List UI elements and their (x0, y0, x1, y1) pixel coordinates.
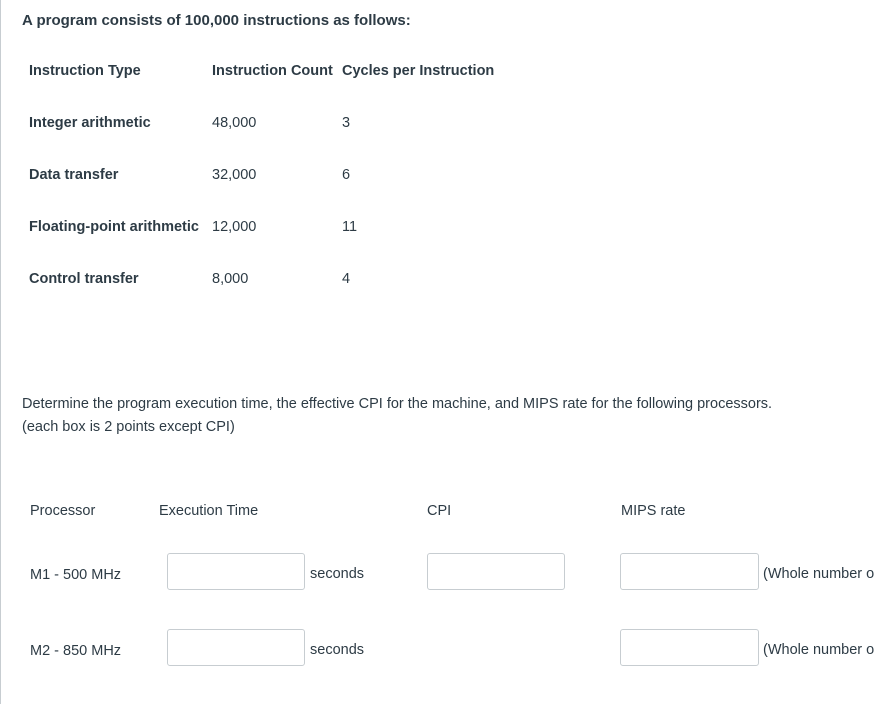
cpi-cell: 4 (342, 271, 351, 287)
instruction-type-cell: Control transfer (29, 271, 139, 287)
instruction-type-cell: Data transfer (29, 167, 119, 183)
instruction-type-cell: Integer arithmetic (29, 115, 151, 131)
whole-number-note: (Whole number o (763, 566, 875, 582)
seconds-unit-label: seconds (310, 566, 365, 582)
question-line-2: (each box is 2 points except CPI) (22, 419, 235, 435)
instruction-type-cell: Floating-point arithmetic (29, 219, 199, 235)
header-instruction-count: Instruction Count (212, 63, 333, 79)
m1-mips-rate-input[interactable] (620, 553, 759, 590)
header-cpi: CPI (427, 503, 452, 519)
question-text (22, 393, 872, 439)
m2-execution-time-input[interactable] (167, 629, 305, 666)
question-line-1: Determine the program execution time, the effective CPI for the machine, and MIPS rate for the following processors. (22, 396, 773, 412)
m2-mips-rate-input[interactable] (620, 629, 759, 666)
header-execution-time: Execution Time (159, 503, 259, 519)
processor-label: M2 - 850 MHz (30, 643, 122, 659)
intro-text: A program consists of 100,000 instructions as follows: (22, 12, 411, 29)
header-cycles-per-instruction: Cycles per Instruction (342, 63, 495, 79)
whole-number-note: (Whole number o (763, 642, 875, 658)
cpi-cell: 6 (342, 167, 351, 183)
instruction-count-cell: 12,000 (212, 219, 257, 235)
cpi-cell: 11 (342, 219, 358, 235)
header-mips-rate: MIPS rate (621, 503, 686, 519)
m1-execution-time-input[interactable] (167, 553, 305, 590)
processor-label: M1 - 500 MHz (30, 567, 122, 583)
instruction-count-cell: 32,000 (212, 167, 257, 183)
instruction-count-cell: 48,000 (212, 115, 257, 131)
content-border (0, 0, 1, 704)
header-instruction-type: Instruction Type (29, 63, 141, 79)
seconds-unit-label: seconds (310, 642, 365, 658)
cpi-cell: 3 (342, 115, 351, 131)
instruction-count-cell: 8,000 (212, 271, 249, 287)
m1-cpi-input[interactable] (427, 553, 565, 590)
header-processor: Processor (30, 503, 96, 519)
